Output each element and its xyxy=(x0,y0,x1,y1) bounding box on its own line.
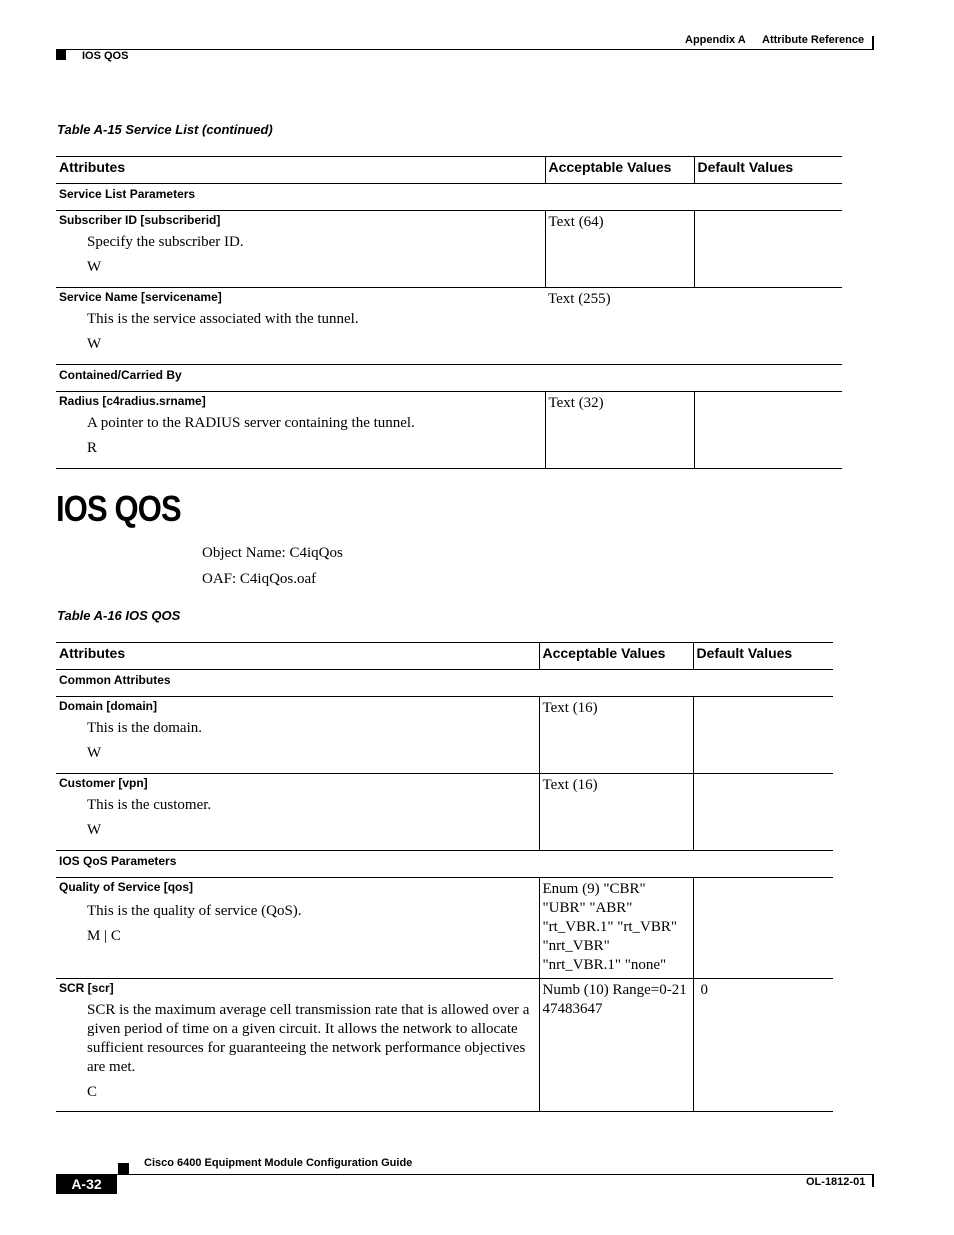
footer-rule xyxy=(56,1174,874,1175)
acceptable-values: Text (255) xyxy=(548,291,611,307)
book-title: Cisco 6400 Equipment Module Configuration Guide xyxy=(144,1157,413,1169)
document-number: OL-1812-01 xyxy=(806,1176,866,1188)
table-row xyxy=(56,774,833,851)
attribute-access: W xyxy=(87,259,102,275)
attribute-description: SCR is the maximum average cell transmission rate that is allowed over a given period of time on a given circuit. It allows the network to allocate sufficient resources for guaranteeing the network performance objectives are met. xyxy=(87,1002,530,1075)
table-caption: Table A-15 Service List (continued) xyxy=(57,122,273,137)
acceptable-values: Enum (9) "CBR" "UBR" "ABR" "rt_VBR.1" "rt_VBR" "nrt_VBR" "nrt_VBR.1" "none" xyxy=(542,881,678,973)
attribute-name: Quality of Service [qos] xyxy=(59,880,194,894)
attribute-access: M | C xyxy=(87,928,121,944)
column-header: Default Values xyxy=(693,643,833,670)
default-value xyxy=(694,288,842,290)
section-title: IOS QOS xyxy=(56,488,181,529)
attribute-access: R xyxy=(87,440,98,456)
default-value xyxy=(694,697,834,699)
oaf-name: OAF: C4iqQos.oaf xyxy=(202,571,317,587)
group-heading: Contained/Carried By xyxy=(56,365,842,392)
header-rule xyxy=(56,49,874,50)
service-list-table xyxy=(56,156,842,469)
attribute-description: A pointer to the RADIUS server containing the tunnel. xyxy=(87,415,415,431)
attribute-name: Subscriber ID [subscriberid] xyxy=(59,213,221,227)
header-chapter: Attribute Reference xyxy=(762,34,865,46)
default-value xyxy=(694,774,834,776)
table-row xyxy=(56,211,842,288)
attribute-access: W xyxy=(87,822,102,838)
attribute-description: This is the service associated with the tunnel. xyxy=(87,311,359,327)
table-caption: Table A-16 IOS QOS xyxy=(57,608,181,623)
column-header: Default Values xyxy=(694,157,842,184)
footer-marker xyxy=(118,1163,129,1174)
header-appendix: Appendix A xyxy=(685,34,746,46)
table-row xyxy=(56,288,842,365)
footer-tick xyxy=(872,1175,874,1187)
acceptable-values: Text (16) xyxy=(542,700,598,716)
column-header: Acceptable Values xyxy=(545,157,694,184)
header-tick xyxy=(872,36,874,50)
column-header: Attributes xyxy=(56,157,545,184)
acceptable-values: Numb (10) Range=0-2147483647 xyxy=(542,982,687,1017)
attribute-description: Specify the subscriber ID. xyxy=(87,234,244,250)
attribute-access: C xyxy=(87,1084,98,1100)
column-header: Acceptable Values xyxy=(539,643,693,670)
attribute-name: Domain [domain] xyxy=(59,699,157,713)
default-value xyxy=(694,878,834,880)
header-section: IOS QOS xyxy=(82,50,129,62)
attribute-name: SCR [scr] xyxy=(59,981,114,995)
header-marker xyxy=(56,50,66,60)
ios-qos-table xyxy=(56,642,833,1112)
object-name: Object Name: C4iqQos xyxy=(202,545,343,561)
attribute-name: Service Name [servicename] xyxy=(59,290,222,304)
group-heading: Service List Parameters xyxy=(56,184,842,211)
attribute-access: W xyxy=(87,745,102,761)
group-heading: IOS QoS Parameters xyxy=(56,851,833,878)
acceptable-values: Text (32) xyxy=(548,395,604,411)
table-row xyxy=(56,697,833,774)
default-value: 0 xyxy=(700,982,708,998)
acceptable-values: Text (16) xyxy=(542,777,598,793)
table-row xyxy=(56,392,842,469)
attribute-description: This is the domain. xyxy=(87,720,202,736)
group-heading: Common Attributes xyxy=(56,670,833,697)
default-value xyxy=(695,211,843,213)
table-row xyxy=(56,979,833,1112)
attribute-name: Customer [vpn] xyxy=(59,776,148,790)
attribute-description: This is the customer. xyxy=(87,797,212,813)
default-value xyxy=(695,392,843,394)
attribute-name: Radius [c4radius.srname] xyxy=(59,394,206,408)
table-row xyxy=(56,878,833,979)
page-number: A-32 xyxy=(56,1174,117,1194)
attribute-description: This is the quality of service (QoS). xyxy=(87,903,302,919)
acceptable-values: Text (64) xyxy=(548,214,604,230)
column-header: Attributes xyxy=(56,643,539,670)
attribute-access: W xyxy=(87,336,102,352)
